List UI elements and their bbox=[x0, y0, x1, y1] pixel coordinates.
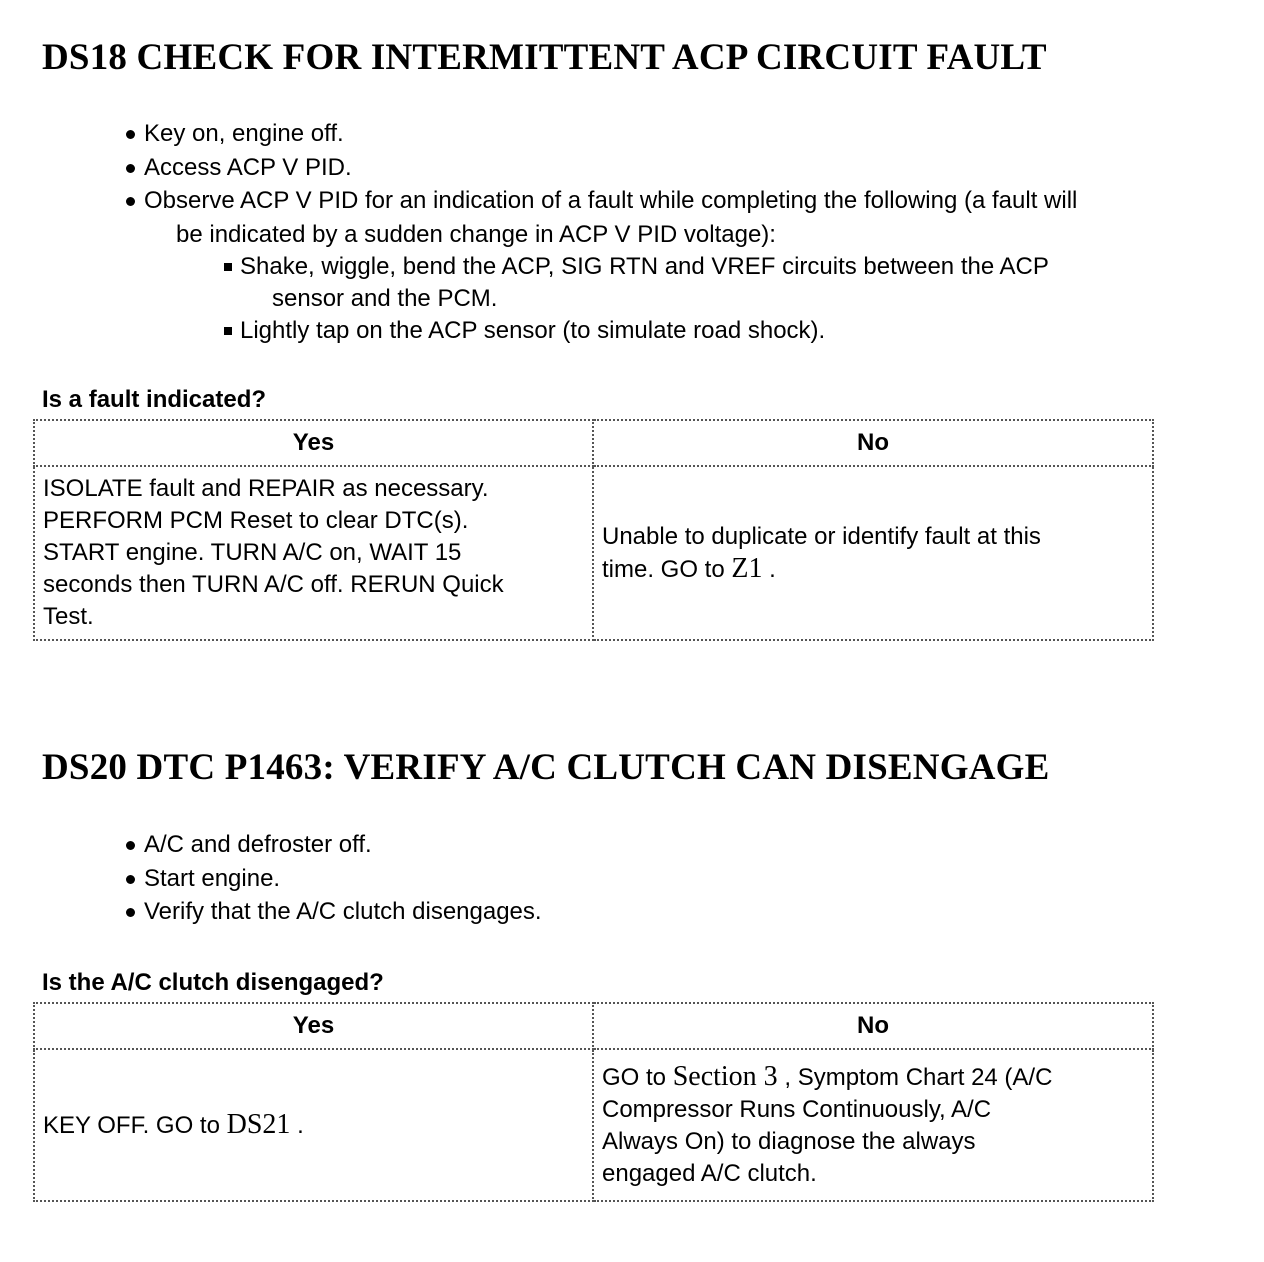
ds18-question: Is a fault indicated? bbox=[42, 386, 267, 413]
yes-cell: KEY OFF. GO to DS21 . bbox=[34, 1049, 593, 1201]
table-row bbox=[34, 466, 1153, 640]
ds20-heading: DS20 DTC P1463: VERIFY A/C CLUTCH CAN DISENGAGE bbox=[42, 747, 1050, 788]
sub-steps-container bbox=[124, 251, 1077, 347]
list-item: Verify that the A/C clutch disengages. bbox=[124, 895, 542, 929]
yes-column-header: Yes bbox=[34, 420, 593, 466]
bullet-icon bbox=[126, 164, 135, 173]
no-column-header: No bbox=[593, 420, 1153, 466]
no-cell: GO to Section 3 , Symptom Chart 24 (A/C Compressor Runs Continuously, A/C Always On) to diagnose the always engaged A/C clutch. bbox=[593, 1049, 1153, 1201]
list-item: A/C and defroster off. bbox=[124, 828, 542, 862]
ds18-heading: DS18 CHECK FOR INTERMITTENT ACP CIRCUIT FAULT bbox=[42, 37, 1047, 78]
list-item: Access ACP V PID. bbox=[124, 151, 1077, 185]
bullet-icon bbox=[126, 875, 135, 884]
ds18-decision-table bbox=[33, 419, 1154, 641]
bullet-icon bbox=[126, 197, 135, 206]
ds20-question: Is the A/C clutch disengaged? bbox=[42, 969, 384, 996]
square-bullet-icon bbox=[224, 327, 232, 335]
bullet-icon bbox=[126, 130, 135, 139]
ds18-substeps bbox=[124, 251, 1077, 347]
table-row bbox=[34, 1049, 1153, 1201]
list-item-continuation: be indicated by a sudden change in ACP V PID voltage): bbox=[176, 220, 776, 248]
no-column-header: No bbox=[593, 1003, 1153, 1049]
list-item: Key on, engine off. bbox=[124, 117, 1077, 151]
yes-cell: ISOLATE fault and REPAIR as necessary. PERFORM PCM Reset to clear DTC(s). START engine. TURN A/C on, WAIT 15 seconds then TURN A/C off. RERUN Quick Test. bbox=[34, 466, 593, 640]
list-item: Lightly tap on the ACP sensor (to simulate road shock). bbox=[224, 315, 1077, 347]
ds18-steps bbox=[124, 117, 1077, 347]
ds21-link[interactable]: DS21 bbox=[226, 1108, 291, 1140]
square-bullet-icon bbox=[224, 263, 232, 271]
ds20-steps bbox=[124, 828, 542, 929]
list-item: Start engine. bbox=[124, 862, 542, 896]
bullet-icon bbox=[126, 908, 135, 917]
no-cell: Unable to duplicate or identify fault at this time. GO to Z1 . bbox=[593, 466, 1153, 640]
z1-link[interactable]: Z1 bbox=[731, 552, 763, 584]
list-item: Shake, wiggle, bend the ACP, SIG RTN and VREF circuits between the ACP sensor and the PCM. bbox=[224, 251, 1077, 315]
bullet-icon bbox=[126, 841, 135, 850]
table-header-row bbox=[34, 420, 1153, 466]
yes-column-header: Yes bbox=[34, 1003, 593, 1049]
ds20-decision-table bbox=[33, 1002, 1154, 1202]
table-header-row bbox=[34, 1003, 1153, 1049]
section-3-link[interactable]: Section 3 bbox=[672, 1060, 778, 1092]
list-item-continuation: sensor and the PCM. bbox=[272, 285, 498, 312]
list-item: Observe ACP V PID for an indication of a fault while completing the following (a fault will be indicated by a sudden change in ACP V PID voltage): bbox=[124, 184, 1077, 251]
